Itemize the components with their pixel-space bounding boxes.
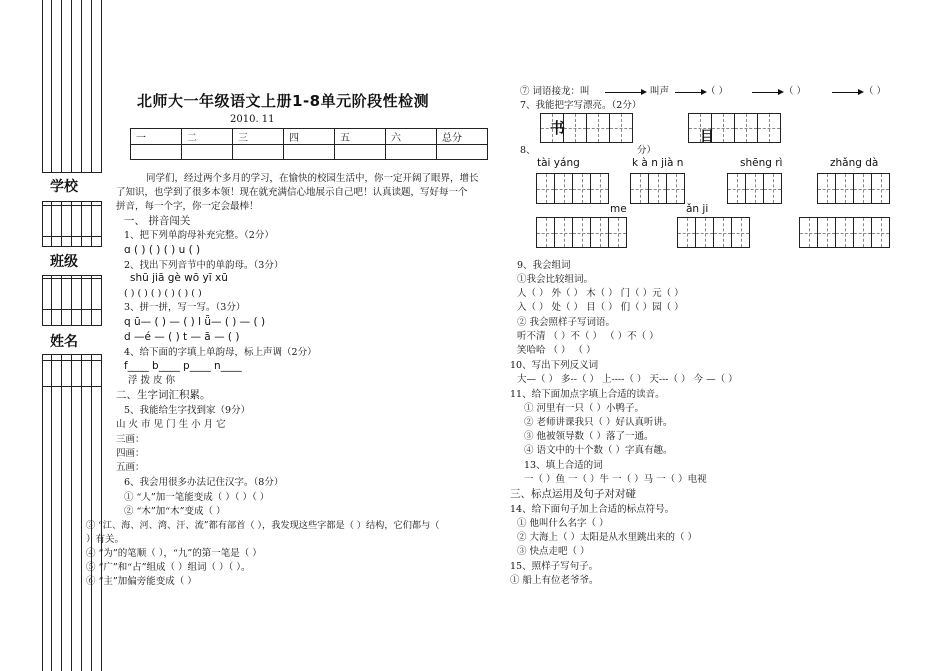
question: 5、我能给生字找到家（9分） [124,405,251,416]
score-col-4: 四 [284,129,335,145]
score-table [130,128,488,160]
question: 6、我会用很多办法记住汉字。（8分） [124,477,284,488]
answer-line[interactable]: d —é — ( ) t — ā — ( ) [124,331,240,343]
answer-line[interactable]: ）有关。 [86,534,125,545]
school-label: 学校 [50,179,78,195]
answer-line[interactable]: ( ) ( ) ( ) ( ) ( ) ( ) [124,288,202,299]
score-col-5: 五 [335,129,386,145]
char-line: 山 火 市 见 门 生 小 月 它 [116,419,226,430]
sub-question: ② 我会照样子写词语。 [517,317,616,328]
answer-line[interactable]: ④ 语文中的十个数（ ）字真有趣。 [524,445,673,456]
answer-line[interactable]: ① “人”加一笔能变成（ ）（ ）（ ） [124,492,270,503]
question: 3、拼一拼，写一写。（3分） [124,302,246,313]
intro-line: 了知识，也学到了很多本领！现在就充满信心地展示自己吧！认真读题，写好每一个 [116,187,468,198]
chain-word: 叫声 [650,86,670,97]
answer-line[interactable]: ① 船上有位老爷爷。 [510,575,599,586]
question: 2、找出下列音节中的单韵母。（3分） [124,260,284,271]
intro-line: 同学们，经过两个多月的学习，在愉快的校园生活中，你一定开阔了眼界，增长 [146,173,479,184]
answer-blank[interactable]: （ ） [706,86,729,97]
question: 1、把下列单韵母补充完整。（2分） [124,230,274,241]
answer-line[interactable]: ① 他叫什么名字（ ） [517,518,609,529]
answer-blank[interactable]: （ ） [784,86,807,97]
class-label: 班级 [50,254,78,270]
pinyin-prompt: zhǎng dà [830,157,879,169]
question: 14、给下面句子加上合适的标点符号。 [510,504,675,515]
answer-line[interactable]: ③ “江、海、河、湾、汗、流”都有部首（ ），我发现这些字都是（ ）结构，它们都与（ [86,520,440,531]
score-col-3: 三 [233,129,284,145]
arrow-icon [752,92,782,93]
question: 10、写出下列反义词 [510,360,599,371]
char-line: 浮 拨 皮 你 [128,375,176,386]
question: 13、填上合适的词 [524,460,603,471]
answer-line[interactable]: 四画： [116,448,145,459]
answer-line[interactable]: f____ b____ p____ n____ [124,360,242,372]
score-cell[interactable] [335,145,386,160]
writing-grid[interactable] [537,173,609,204]
class-field[interactable] [42,278,102,310]
answer-line[interactable]: ɑ ( ) ( ) ( ) u ( ) [124,244,201,256]
question: 8、 [520,145,536,156]
writing-grid[interactable] [728,173,782,204]
model-character: 目 [700,129,714,145]
answer-line[interactable]: 入（ ） 处（ ） 目（ ） 们（ ）园（ ） [517,302,684,313]
answer-line[interactable]: ③ 快点走吧（ ） [517,546,590,557]
answer-line[interactable]: ④ “为”的笔顺（ ），“九”的第一笔是（ ） [86,548,262,559]
question: 7、我能把字写漂亮。（2分） [520,100,642,111]
score-cell[interactable] [233,145,284,160]
answer-line[interactable]: ② 老师讲课我只（ ）好认真听讲。 [524,417,673,428]
question: 9、我会组词 [517,260,571,271]
score-cell[interactable] [182,145,233,160]
answer-line[interactable]: 笑哈哈 （ ） （ ） [517,345,596,356]
pinyin-prompt: tài yáng [537,157,580,169]
answer-line[interactable]: 五画： [116,462,145,473]
writing-grid[interactable] [537,217,627,248]
answer-line[interactable]: ⑥ “主”加偏旁能变成（ ） [86,576,197,587]
answer-line[interactable]: ① 河里有一只（ ）小鸭子。 [524,403,645,414]
score-col-2: 二 [182,129,233,145]
name-field[interactable] [42,360,102,387]
question: ⑦ 词语接龙：叫 [520,86,590,97]
answer-line[interactable]: q ū— ( ) — ( ) l ǖ— ( ) — ( ) [124,316,266,328]
question: 15、照样子写句子。 [510,561,599,572]
question: 11、给下面加点字填上合适的读音。 [510,389,665,400]
answer-line[interactable]: 一（ ）鱼 一（ ）牛 一（ ）马 一（ ）电视 [524,474,707,485]
answer-line[interactable]: 听不清 （ ）不（ ） （ ）不（ ） [517,331,659,342]
score-cell[interactable] [386,145,437,160]
arrow-icon [605,92,645,93]
score-col-total: 总分 [437,129,488,145]
answer-blank[interactable]: （ ） [864,86,887,97]
question-score: 分） [637,145,657,156]
pinyin-prompt: shēng rì [740,157,783,169]
score-header-row [131,129,488,145]
name-label: 姓名 [50,334,78,350]
score-cell[interactable] [437,145,488,160]
writing-grid[interactable] [800,217,890,248]
arrow-icon [832,92,862,93]
section-heading: 一、 拼音闯关 [124,215,191,227]
intro-line: 拼音，每一个字，你一定会最棒！ [116,201,259,212]
writing-grid[interactable] [818,173,890,204]
score-cell[interactable] [284,145,335,160]
pinyin-prompt: me [610,203,627,215]
exam-date: 2010. 11 [230,114,275,125]
sub-question: ①我会比较组词。 [517,274,594,285]
page-title: 北师大一年级语文上册1-8单元阶段性检测 [137,92,430,110]
pinyin-line: shū jiā gè wō yī xū [130,272,228,284]
section-heading: 三、标点运用及句子对对碰 [510,488,636,500]
score-cell[interactable] [131,145,182,160]
score-col-1: 一 [131,129,182,145]
writing-grid[interactable] [678,217,750,248]
school-field[interactable] [42,205,102,237]
pinyin-prompt: ǎn ji [686,203,709,215]
score-entry-row[interactable] [131,145,488,160]
answer-line[interactable]: 人（ ） 外（ ） 木（ ） 门（ ）元（ ） [517,288,684,299]
answer-line[interactable]: 三画： [116,434,145,445]
answer-line[interactable]: ② 大海上（ ）太阳是从水里跳出来的（ ） [517,532,698,543]
pinyin-prompt: k à n jià n [632,157,684,169]
answer-line[interactable]: ⑤ “广”和“占”组成（ ）组词（ ）（ ）。 [86,562,251,573]
writing-grid[interactable] [631,173,685,204]
answer-line[interactable]: ③ 他被领导数（ ）落了一通。 [524,431,654,442]
model-character: 书 [550,119,566,137]
score-col-6: 六 [386,129,437,145]
section-heading: 二、生字词汇积累。 [116,389,211,401]
answer-line[interactable]: ② “木”加“木”变成（ ） [124,506,226,517]
answer-line[interactable]: 大—（ ） 多--（ ） 上----（ ） 天---（ ） 今 —（ ） [517,374,738,385]
question: 4、给下面的字填上单韵母，标上声调（2分） [124,347,317,358]
arrow-icon [675,92,705,93]
